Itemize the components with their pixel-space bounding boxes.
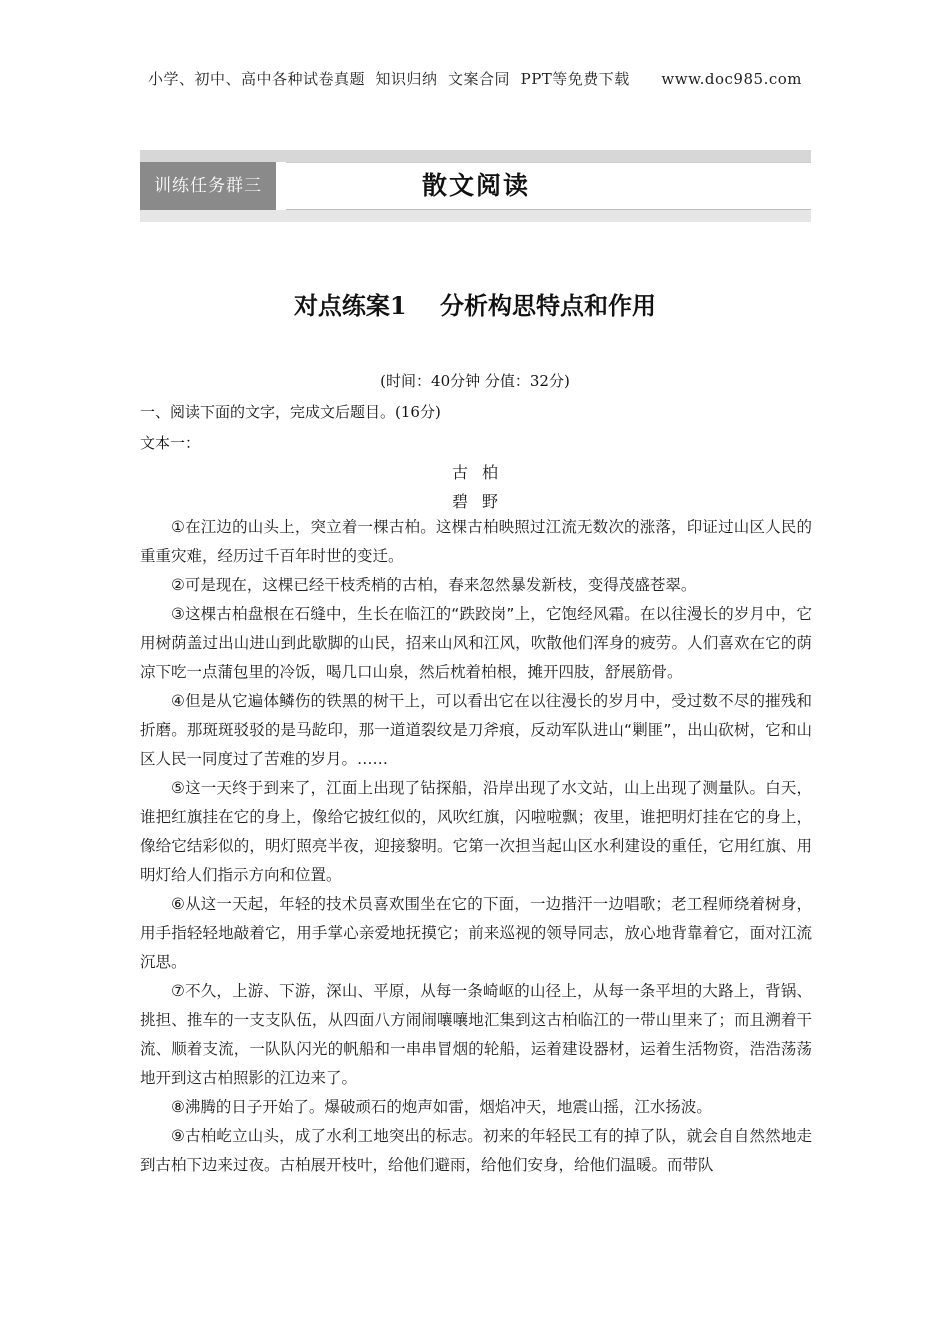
- page-header: 小学、初中、高中各种试卷真题 知识归纳 文案合同 PPT等免费下载 www.doc985.com: [147, 70, 802, 88]
- paragraph-8: ⑧沸腾的日子开始了。爆破顽石的炮声如雷，烟焰冲天，地震山摇，江水扬波。: [171, 1098, 712, 1116]
- essay-title: 古柏: [451, 463, 512, 482]
- lesson-title: 对点练案1 分析构思特点和作用: [293, 291, 657, 320]
- banner-gap: [276, 162, 286, 210]
- banner-title: 散文阅读: [421, 171, 530, 200]
- section-heading: 一、阅读下面的文字，完成文后题目。(16分): [140, 403, 441, 421]
- banner-top-strip: [140, 150, 811, 162]
- paragraph-3: ③这棵古柏盘根在石缝中，生长在临江的“跌跤岗”上，它饱经风霜。在以往漫长的岁月中，它用树荫盖过出山进山到此歇脚的山民，招来山风和江风，吹散他们浑身的疲劳。人们喜欢在它的荫凉下吃一点蒲包里的冷饭，喝几口山泉，然后枕着柏根，摊开四肢，舒展筋骨。: [140, 605, 812, 681]
- time-info: (时间：40分钟 分值：32分): [380, 372, 570, 390]
- essay-body: [140, 513, 812, 1180]
- paragraph-6: ⑥从这一天起，年轻的技术员喜欢围坐在它的下面，一边揩汗一边唱歌；老工程师绕着树身，用手指轻轻地敲着它，用手掌心亲爱地抚摸它；前来巡视的领导同志，放心地背靠着它，面对江流沉思。: [140, 895, 812, 971]
- banner-tag: 训练任务群三: [140, 162, 276, 210]
- essay-author: 碧野: [451, 492, 512, 511]
- text-label: 文本一：: [140, 434, 201, 452]
- section-banner: [140, 150, 811, 222]
- banner-bottom-strip: [140, 210, 811, 222]
- paragraph-5: ⑤这一天终于到来了，江面上出现了钻探船，沿岸出现了水文站，山上出现了测量队。白天，谁把红旗挂在它的身上，像给它披红似的，风吹红旗，闪啦啦飘；夜里，谁把明灯挂在它的身上，像给它结彩似的，明灯照亮半夜，迎接黎明。它第一次担当起山区水利建设的重任，它用红旗、用明灯给人们指示方向和位置。: [140, 779, 812, 884]
- paragraph-4: ④但是从它遍体鳞伤的铁黑的树干上，可以看出它在以往漫长的岁月中，受过数不尽的摧残和折磨。那斑斑驳驳的是马龁印，那一道道裂纹是刀斧痕，反动军队进山“剿匪”，出山砍树，它和山区人民一同度过了苦难的岁月。……: [140, 692, 812, 768]
- paragraph-1: ①在江边的山头上，突立着一棵古柏。这棵古柏映照过江流无数次的涨落，印证过山区人民的重重灾难，经历过千百年时世的变迁。: [140, 518, 812, 565]
- paragraph-7: ⑦不久，上游、下游，深山、平原，从每一条崎岖的山径上，从每一条平坦的大路上，背锅、挑担、推车的一支支队伍，从四面八方闹闹嚷嚷地汇集到这古柏临江的一带山里来了；而且溯着干流、顺着支流，一队队闪光的帆船和一串串冒烟的轮船，运着建设器材，运着生活物资，浩浩荡荡地开到这古柏照影的江边来了。: [140, 982, 812, 1087]
- paragraph-9: ⑨古柏屹立山头，成了水利工地突出的标志。初来的年轻民工有的掉了队，就会自自然然地走到古柏下边来过夜。古柏展开枝叶，给他们避雨，给他们安身，给他们温暖。而带队: [140, 1127, 812, 1174]
- paragraph-2: ②可是现在，这棵已经干枝秃梢的古柏，春来忽然暴发新枝，变得茂盛苍翠。: [171, 576, 697, 594]
